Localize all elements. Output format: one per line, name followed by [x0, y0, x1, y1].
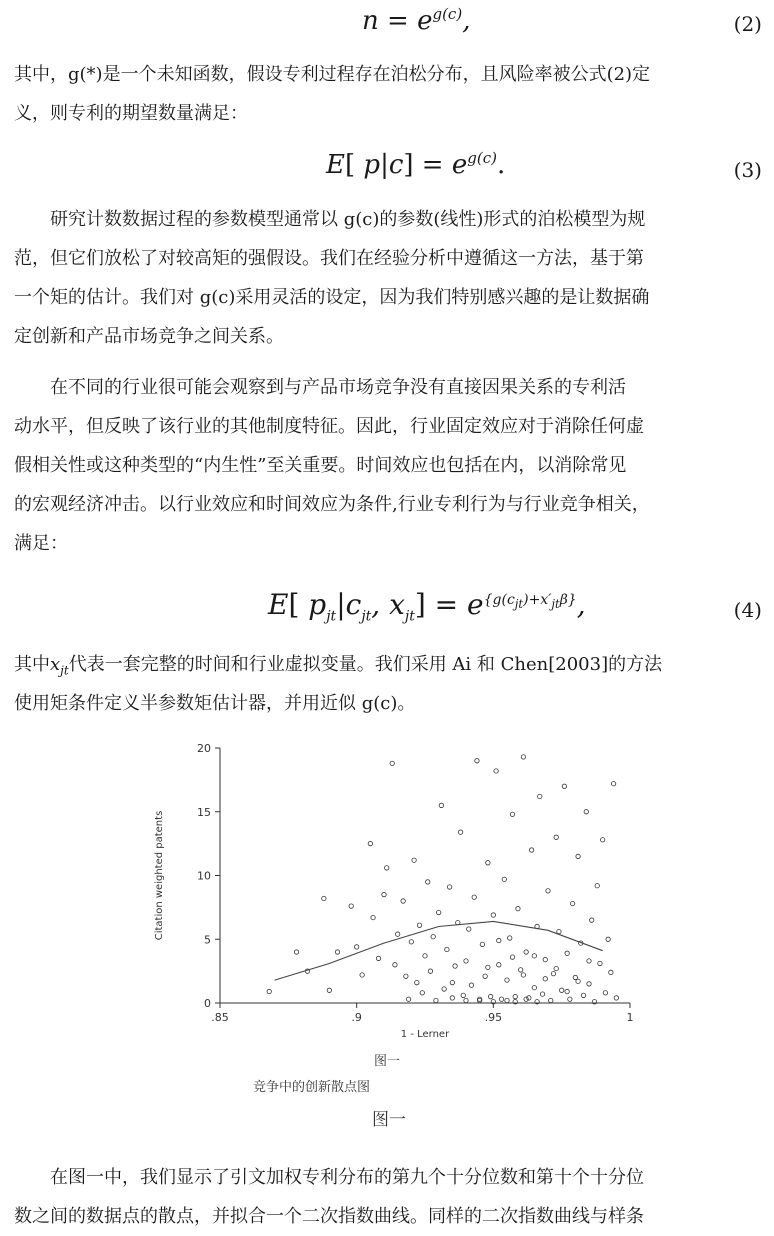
x-tick-label: .95 — [484, 1011, 503, 1024]
scatter-point — [354, 945, 358, 949]
scatter-point — [518, 968, 522, 972]
scatter-point — [587, 959, 591, 963]
x-axis-label: 1 - Lerner — [400, 1029, 450, 1038]
equation-2 — [0, 2, 774, 42]
scatter-point — [543, 977, 547, 981]
y-tick-label: 20 — [197, 742, 211, 755]
scatter-point — [590, 918, 594, 922]
scatter-point — [603, 991, 607, 995]
scatter-point — [395, 932, 399, 936]
scatter-point — [576, 979, 580, 983]
scatter-point — [611, 782, 615, 786]
scatter-point — [480, 942, 484, 946]
paragraph-5 — [14, 1158, 766, 1236]
scatter-point — [371, 915, 375, 919]
paragraph-4 — [14, 645, 766, 723]
equation-2-formula: $n = e^{g(c)}$, — [362, 5, 471, 36]
text-line: 其中，g(*)是一个未知函数，假设专利过程存在泊松分布，且风险率被公式(2)定 — [14, 64, 651, 85]
scatter-chart — [140, 738, 640, 1038]
scatter-point — [385, 866, 389, 870]
scatter-point — [614, 996, 618, 1000]
scatter-point — [510, 812, 514, 816]
scatter-point — [417, 923, 421, 927]
paragraph-3 — [14, 368, 766, 563]
scatter-point — [562, 784, 566, 788]
scatter-point — [565, 989, 569, 993]
scatter-point — [521, 755, 525, 759]
equation-3-number: (3) — [733, 158, 762, 182]
scatter-point — [409, 940, 413, 944]
scatter-point — [434, 998, 438, 1002]
scatter-point — [445, 947, 449, 951]
scatter-point — [467, 927, 471, 931]
text-line: 数之间的数据点的散点，并拟合一个二次指数曲线。同样的二次指数曲线与样条 — [14, 1206, 644, 1227]
scatter-point — [426, 880, 430, 884]
x-tick-label: .85 — [211, 1011, 229, 1024]
text-line: 的宏观经济冲击。以行业效应和时间效应为条件,行业专利行为与行业竞争相关， — [14, 494, 650, 515]
scatter-point — [581, 993, 585, 997]
scatter-point — [349, 904, 353, 908]
scatter-point — [524, 997, 528, 1001]
scatter-point — [499, 997, 503, 1001]
paragraph-1 — [14, 55, 766, 133]
scatter-point — [368, 841, 372, 845]
text-line: 一个矩的估计。我们对 g(c)采用灵活的设定，因为我们特别感兴趣的是让数据确 — [14, 287, 650, 308]
scatter-point — [376, 956, 380, 960]
text-line: 满足： — [14, 533, 68, 554]
scatter-point — [486, 861, 490, 865]
scatter-point — [450, 980, 454, 984]
equation-3 — [0, 148, 774, 188]
scatter-point — [502, 877, 506, 881]
scatter-point — [360, 973, 364, 977]
scatter-point — [469, 983, 473, 987]
scatter-point — [568, 997, 572, 1001]
y-axis-label: Citation weighted patents — [154, 810, 165, 941]
text-line: 范，但它们放松了对较高矩的强假设。我们在经验分析中遵循这一方法，基于第 — [14, 248, 644, 269]
scatter-point — [464, 998, 468, 1002]
scatter-point — [516, 906, 520, 910]
scatter-point — [415, 980, 419, 984]
scatter-point — [406, 997, 410, 1001]
scatter-point — [540, 992, 544, 996]
x-tick-label: .9 — [351, 1011, 362, 1024]
scatter-point — [483, 974, 487, 978]
scatter-point — [267, 989, 271, 993]
scatter-point — [423, 954, 427, 958]
scatter-point — [505, 998, 509, 1002]
scatter-point — [447, 885, 451, 889]
scatter-point — [538, 794, 542, 798]
scatter-point — [600, 838, 604, 842]
text-line: 使用矩条件定义半参数矩估计器，并用近似 g(c)。 — [14, 693, 416, 714]
scatter-point — [570, 901, 574, 905]
scatter-point — [513, 994, 517, 998]
scatter-point — [491, 913, 495, 917]
scatter-point — [431, 935, 435, 939]
y-tick-label: 5 — [204, 933, 211, 947]
scatter-point — [382, 892, 386, 896]
figure-inner-label: 图一 — [374, 1054, 401, 1069]
paragraph-2 — [14, 200, 766, 356]
scatter-point — [475, 759, 479, 763]
scatter-point — [505, 978, 509, 982]
scatter-point — [497, 938, 501, 942]
scatter-point — [521, 973, 525, 977]
scatter-point — [335, 950, 339, 954]
y-tick-label: 10 — [197, 869, 211, 883]
equation-4-number: (4) — [733, 598, 762, 622]
scatter-point — [294, 950, 298, 954]
scatter-point — [532, 986, 536, 990]
scatter-point — [527, 996, 531, 1000]
scatter-point — [508, 936, 512, 940]
text-line: 假相关性或这种类型的“内生性”至关重要。时间效应也包括在内，以消除常见 — [14, 455, 627, 476]
text-line: 研究计数数据过程的参数模型通常以 g(c)的参数(线性)形式的泊松模型为规 — [50, 209, 646, 230]
scatter-point — [584, 810, 588, 814]
text-line: 在图一中，我们显示了引文加权专利分布的第九个十分位数和第十个十分位 — [50, 1167, 644, 1188]
equation-4-formula: E[ $p_{jt}|c_{jt}$, $x_{jt}] = e^{\{g(c_{jt})+x'_{jt}\beta\}}$, — [268, 588, 586, 625]
scatter-point — [551, 971, 555, 975]
scatter-point — [554, 966, 558, 970]
scatter-point — [453, 964, 457, 968]
scatter-point — [532, 954, 536, 958]
text-line: 定创新和产品市场竞争之间关系。 — [14, 326, 284, 347]
scatter-point — [546, 889, 550, 893]
scatter-point — [488, 994, 492, 998]
text-line: 其中$x_{jt}$代表一套完整的时间和行业虚拟变量。我们采用 Ai 和 Chen[2003]的方法 — [14, 654, 663, 678]
equation-3-formula: E[ $p|c] = e^{g(c)}$. — [326, 149, 506, 180]
scatter-point — [609, 970, 613, 974]
scatter-point — [393, 963, 397, 967]
scatter-point — [598, 961, 602, 965]
scatter-point — [420, 991, 424, 995]
variable-x-jt: $x_{jt}$ — [50, 654, 69, 678]
figure-inner-caption: 竞争中的创新散点图 — [253, 1080, 371, 1095]
scatter-point — [450, 996, 454, 1000]
scatter-point — [587, 982, 591, 986]
scatter-point — [576, 854, 580, 858]
scatter-point — [529, 848, 533, 852]
scatter-point — [322, 896, 326, 900]
figure-caption: 图一 — [372, 1110, 406, 1130]
scatter-point — [543, 957, 547, 961]
scatter-point — [439, 803, 443, 807]
scatter-point — [554, 835, 558, 839]
scatter-point — [442, 987, 446, 991]
scatter-point — [549, 998, 553, 1002]
scatter-point — [404, 974, 408, 978]
y-tick-label: 0 — [204, 997, 211, 1010]
scatter-point — [557, 929, 561, 933]
scatter-point — [497, 963, 501, 967]
scatter-point — [327, 988, 331, 992]
scatter-point — [524, 950, 528, 954]
scatter-point — [565, 951, 569, 955]
scatter-point — [464, 959, 468, 963]
scatter-point — [494, 769, 498, 773]
x-tick-label: 1 — [626, 1011, 634, 1024]
scatter-point — [401, 899, 405, 903]
equation-2-number: (2) — [733, 12, 762, 36]
scatter-point — [428, 969, 432, 973]
scatter-point — [461, 993, 465, 997]
text-line: 义，则专利的期望数量满足： — [14, 103, 248, 124]
y-tick-label: 15 — [197, 805, 211, 819]
scatter-point — [390, 761, 394, 765]
scatter-point — [436, 910, 440, 914]
chart-svg — [140, 738, 640, 1038]
scatter-point — [412, 858, 416, 862]
scatter-point — [559, 988, 563, 992]
equation-4 — [0, 588, 774, 628]
scatter-point — [486, 965, 490, 969]
text-line: 在不同的行业很可能会观察到与产品市场竞争没有直接因果关系的专利活 — [50, 377, 626, 398]
scatter-point — [458, 830, 462, 834]
scatter-point — [510, 955, 514, 959]
text-line: 动水平，但反映了该行业的其他制度特征。因此，行业固定效应对于消除任何虚 — [14, 416, 644, 437]
scatter-point — [595, 884, 599, 888]
scatter-point — [472, 895, 476, 899]
scatter-point — [606, 937, 610, 941]
